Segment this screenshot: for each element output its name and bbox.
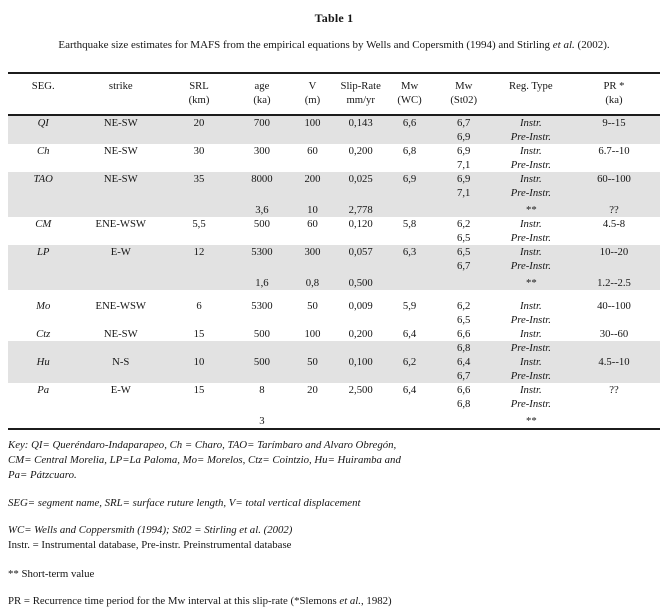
cell-age xyxy=(235,290,289,299)
cell-mw-wc xyxy=(385,273,433,290)
cell-seg xyxy=(8,290,78,299)
cell-v: 60 xyxy=(307,145,318,157)
cell-slip-rate xyxy=(336,290,386,299)
cell-srl: 12 xyxy=(163,245,235,259)
table-row xyxy=(8,245,660,259)
cell-mw-st02: 6,6 xyxy=(457,384,471,396)
table-row xyxy=(8,341,660,355)
cell-strike: NE-SW xyxy=(103,145,138,157)
table-row xyxy=(8,327,660,341)
cell-pr xyxy=(568,130,660,144)
column-header-srl: SRL (km) xyxy=(163,73,235,115)
column-header-age: age (ka) xyxy=(235,73,289,115)
cell-slip-rate xyxy=(336,231,386,245)
cell-seg: Hu xyxy=(8,355,78,369)
cell-mw-wc xyxy=(385,186,433,200)
cell-pr xyxy=(568,186,660,200)
cell-srl xyxy=(163,341,235,355)
cell-strike: ENE-WSW xyxy=(95,218,146,230)
cell-age: 300 xyxy=(253,145,270,157)
cell-srl: 35 xyxy=(163,172,235,186)
table-row xyxy=(8,172,660,186)
cell-srl xyxy=(163,313,235,327)
cell-strike xyxy=(78,369,163,383)
cell-seg xyxy=(8,273,78,290)
cell-age: 8000 xyxy=(235,172,289,186)
cell-pr: 10--20 xyxy=(568,245,660,259)
text: Pa= Pátzcuaro. xyxy=(8,469,77,481)
cell-reg-type: Pre-Instr. xyxy=(510,159,551,171)
table-row xyxy=(8,313,660,327)
table-row xyxy=(8,369,660,383)
table-row xyxy=(8,411,660,429)
cell-mw-st02: 6,9 xyxy=(457,145,471,157)
cell-srl xyxy=(163,200,235,217)
cell-srl xyxy=(163,369,235,383)
table-row xyxy=(8,217,660,231)
table-row xyxy=(8,158,660,172)
table-body xyxy=(8,115,660,429)
cell-strike: N-S xyxy=(78,355,163,369)
cell-pr: 9--15 xyxy=(568,115,660,130)
cell-mw-st02: 6,6 xyxy=(457,328,471,340)
cell-seg: LP xyxy=(8,245,78,259)
cell-slip-rate: 0,500 xyxy=(336,273,386,290)
cell-age: 1,6 xyxy=(235,273,289,290)
cell-reg-type: Pre-Instr. xyxy=(510,398,551,410)
cell-slip-rate xyxy=(336,341,386,355)
cell-slip-rate xyxy=(336,313,386,327)
text: Key: QI= Queréndaro-Indaparapeo, Ch = Charo, TAO= Tarímbaro and Alvaro Obregón, xyxy=(8,439,397,451)
cell-reg-type: Instr. xyxy=(519,328,542,340)
cell-reg-type: Pre-Instr. xyxy=(494,259,568,273)
text: , 1982) xyxy=(361,595,392,607)
cell-seg xyxy=(8,231,78,245)
cell-slip-rate xyxy=(336,186,386,200)
cell-reg-type: Instr. xyxy=(494,115,568,130)
cell-age: 8 xyxy=(259,384,265,396)
column-header-strike: strike xyxy=(78,73,163,115)
footnote-line xyxy=(8,438,660,453)
cell-v: 20 xyxy=(307,384,318,396)
cell-seg xyxy=(8,411,78,429)
cell-mw-wc xyxy=(385,158,433,172)
cell-strike xyxy=(78,397,163,411)
cell-slip-rate xyxy=(336,411,386,429)
cell-seg xyxy=(8,158,78,172)
column-header-v: V (m) xyxy=(289,73,336,115)
cell-reg-type: Pre-Instr. xyxy=(510,314,551,326)
cell-pr: 60--100 xyxy=(568,172,660,186)
cell-pr: ?? xyxy=(568,200,660,217)
cell-mw-st02: 6,7 xyxy=(434,369,494,383)
cell-seg: Ch xyxy=(36,145,50,157)
cell-age xyxy=(235,259,289,273)
table-row xyxy=(8,144,660,158)
footnote-line xyxy=(8,567,660,582)
cell-v xyxy=(289,411,336,429)
column-header-reg-type: Reg. Type xyxy=(494,73,568,115)
cell-age: 700 xyxy=(235,115,289,130)
cell-age xyxy=(235,397,289,411)
table-row xyxy=(8,231,660,245)
cell-strike: NE-SW xyxy=(103,328,138,340)
cell-reg-type: Pre-Instr. xyxy=(494,130,568,144)
cell-pr: 40--100 xyxy=(597,300,631,312)
cell-v: 100 xyxy=(304,328,321,340)
cell-seg xyxy=(8,200,78,217)
cell-strike xyxy=(78,130,163,144)
cell-strike xyxy=(78,273,163,290)
cell-pr: 1.2--2.5 xyxy=(568,273,660,290)
cell-pr: 4.5--10 xyxy=(568,355,660,369)
cell-mw-st02: 6,9 xyxy=(434,130,494,144)
text: SEG= segment name, SRL= surface ruture length, V= total vertical displacement xyxy=(8,497,361,509)
cell-mw-wc: 6,6 xyxy=(385,115,433,130)
cell-mw-wc: 6,9 xyxy=(385,172,433,186)
cell-age: 5300 xyxy=(235,245,289,259)
cell-srl xyxy=(163,259,235,273)
cell-seg: Mo xyxy=(36,300,51,312)
cell-strike: ENE-WSW xyxy=(95,300,146,312)
cell-mw-wc: 6,4 xyxy=(402,328,417,340)
cell-pr xyxy=(568,259,660,273)
cell-pr xyxy=(568,290,660,299)
footnote-line xyxy=(8,496,660,511)
cell-srl: 20 xyxy=(163,115,235,130)
cell-v: 300 xyxy=(289,245,336,259)
footnote-line xyxy=(8,453,660,468)
cell-strike: NE-SW xyxy=(78,115,163,130)
table-header xyxy=(8,73,660,115)
cell-reg-type: Instr. xyxy=(519,384,542,396)
cell-slip-rate: 2,500 xyxy=(348,384,373,396)
earthquake-estimates-table xyxy=(8,72,660,430)
cell-mw-wc xyxy=(385,290,433,299)
cell-age xyxy=(235,313,289,327)
cell-mw-st02: 6,5 xyxy=(434,245,494,259)
table-row xyxy=(8,200,660,217)
cell-mw-wc: 5,9 xyxy=(402,300,417,312)
cell-mw-st02: 6,2 xyxy=(457,218,471,230)
cell-mw-st02: 6,5 xyxy=(457,314,471,326)
cell-v xyxy=(289,313,336,327)
cell-slip-rate xyxy=(336,158,386,172)
cell-reg-type: Pre-Instr. xyxy=(494,341,568,355)
cell-seg xyxy=(8,369,78,383)
cell-reg-type: ** xyxy=(494,200,568,217)
cell-mw-wc: 6,8 xyxy=(402,145,417,157)
cell-strike: NE-SW xyxy=(78,172,163,186)
cell-mw-st02: 6,4 xyxy=(434,355,494,369)
cell-v: 0,8 xyxy=(289,273,336,290)
cell-reg-type: ** xyxy=(494,273,568,290)
cell-mw-st02 xyxy=(434,290,494,299)
cell-strike xyxy=(78,186,163,200)
cell-seg xyxy=(8,313,78,327)
footnote-line xyxy=(8,538,660,553)
cell-age xyxy=(235,186,289,200)
cell-mw-wc: 6,2 xyxy=(385,355,433,369)
cell-mw-wc xyxy=(385,259,433,273)
cell-mw-st02: 6,8 xyxy=(457,398,471,410)
cell-slip-rate xyxy=(336,130,386,144)
cell-mw-st02: 7,1 xyxy=(434,186,494,200)
cell-slip-rate: 0,143 xyxy=(336,115,386,130)
cell-v xyxy=(289,290,336,299)
cell-slip-rate xyxy=(336,259,386,273)
cell-age xyxy=(235,130,289,144)
cell-seg xyxy=(8,341,78,355)
cell-age xyxy=(235,341,289,355)
cell-seg xyxy=(8,397,78,411)
italic-text: et al. xyxy=(339,595,362,607)
cell-mw-st02 xyxy=(434,273,494,290)
cell-srl: 5,5 xyxy=(192,218,206,230)
cell-slip-rate: 0,057 xyxy=(336,245,386,259)
cell-v: 10 xyxy=(289,200,336,217)
column-header-seg: SEG. xyxy=(8,73,78,115)
cell-seg xyxy=(8,259,78,273)
cell-srl xyxy=(163,231,235,245)
cell-mw-st02: 7,1 xyxy=(457,159,471,171)
cell-mw-st02: 6,7 xyxy=(434,259,494,273)
footnote-line xyxy=(8,468,660,483)
cell-age: 5300 xyxy=(251,300,273,312)
cell-seg xyxy=(8,130,78,144)
cell-srl xyxy=(163,397,235,411)
cell-seg: TAO xyxy=(8,172,78,186)
table-title: Table 1 xyxy=(314,11,354,25)
footnotes-section xyxy=(8,438,660,609)
cell-age xyxy=(235,369,289,383)
cell-strike xyxy=(78,231,163,245)
cell-mw-st02: 6,9 xyxy=(434,172,494,186)
cell-v: 200 xyxy=(289,172,336,186)
cell-pr xyxy=(568,369,660,383)
cell-mw-wc xyxy=(385,231,433,245)
cell-slip-rate: 0,100 xyxy=(336,355,386,369)
table-row xyxy=(8,355,660,369)
cell-v: 100 xyxy=(289,115,336,130)
cell-srl: 10 xyxy=(163,355,235,369)
cell-pr: 6.7--10 xyxy=(598,145,630,157)
cell-strike xyxy=(78,259,163,273)
cell-strike xyxy=(78,290,163,299)
cell-seg: CM xyxy=(35,218,52,230)
cell-pr: 30--60 xyxy=(599,328,629,340)
cell-seg xyxy=(8,186,78,200)
cell-strike xyxy=(78,411,163,429)
cell-srl xyxy=(163,290,235,299)
table-caption xyxy=(8,39,660,51)
cell-mw-st02: 6,7 xyxy=(434,115,494,130)
cell-reg-type: Instr. xyxy=(494,172,568,186)
cell-v xyxy=(289,130,336,144)
cell-srl xyxy=(163,411,235,429)
text: Instr. = Instrumental database, Pre-instr. Preinstrumental database xyxy=(8,539,292,551)
cell-srl xyxy=(163,158,235,172)
cell-strike: E-W xyxy=(78,245,163,259)
cell-mw-wc xyxy=(385,313,433,327)
table-row xyxy=(8,397,660,411)
cell-reg-type: Instr. xyxy=(519,218,542,230)
table-row xyxy=(8,115,660,130)
cell-mw-wc xyxy=(385,411,433,429)
text: CM= Central Morelia, LP=La Paloma, Mo= Morelos, Ctz= Cointzio, Hu= Huiramba and xyxy=(8,454,401,466)
text: PR = Recurrence time period for the Mw interval at this slip-rate (*Slemons xyxy=(8,595,340,607)
cell-v: 50 xyxy=(307,300,318,312)
cell-srl: 15 xyxy=(193,384,205,396)
spacer-row xyxy=(8,290,660,299)
cell-strike xyxy=(78,158,163,172)
cell-reg-type: Pre-Instr. xyxy=(510,232,551,244)
cell-slip-rate: 0,200 xyxy=(348,145,373,157)
column-header-pr: PR * (ka) xyxy=(568,73,660,115)
cell-reg-type: Instr. xyxy=(519,145,542,157)
cell-strike xyxy=(78,313,163,327)
cell-slip-rate xyxy=(336,397,386,411)
cell-pr xyxy=(568,231,660,245)
cell-pr xyxy=(568,158,660,172)
cell-v xyxy=(289,369,336,383)
cell-v xyxy=(289,341,336,355)
cell-slip-rate: 0,120 xyxy=(348,218,373,230)
cell-srl xyxy=(163,273,235,290)
cell-strike xyxy=(78,200,163,217)
cell-mw-wc: 6,4 xyxy=(402,384,417,396)
cell-reg-type: ** xyxy=(525,415,537,427)
cell-srl: 6 xyxy=(196,300,202,312)
cell-v: 50 xyxy=(289,355,336,369)
cell-slip-rate: 0,025 xyxy=(336,172,386,186)
footnote-line xyxy=(8,594,660,609)
cell-mw-wc: 6,3 xyxy=(385,245,433,259)
cell-pr xyxy=(568,313,660,327)
text: ** Short-term value xyxy=(8,568,95,580)
table-row xyxy=(8,299,660,313)
cell-pr xyxy=(568,397,660,411)
text: (2002). xyxy=(574,39,610,51)
table-row xyxy=(8,259,660,273)
text: WC= Wells and Coppersmith (1994); St02 = Stirling et al. (2002) xyxy=(8,524,293,536)
column-header-slip-rate: Slip-Rate mm/yr xyxy=(336,73,386,115)
cell-strike xyxy=(78,341,163,355)
cell-srl xyxy=(163,186,235,200)
table-row xyxy=(8,130,660,144)
cell-v xyxy=(289,158,336,172)
cell-mw-st02: 6,5 xyxy=(457,232,471,244)
cell-mw-st02: 6,2 xyxy=(457,300,471,312)
cell-reg-type: Instr. xyxy=(494,245,568,259)
cell-age: 3 xyxy=(259,415,265,427)
cell-seg: Ctz xyxy=(36,328,51,340)
cell-reg-type: Pre-Instr. xyxy=(494,186,568,200)
column-header-mw-wc: Mw (WC) xyxy=(385,73,433,115)
cell-mw-wc xyxy=(385,341,433,355)
cell-pr: ?? xyxy=(609,384,619,396)
cell-v xyxy=(289,397,336,411)
table-row xyxy=(8,383,660,397)
cell-pr xyxy=(568,411,660,429)
cell-v xyxy=(289,231,336,245)
cell-seg: Pa xyxy=(37,384,50,396)
cell-reg-type: Instr. xyxy=(494,355,568,369)
cell-mw-st02 xyxy=(434,411,494,429)
cell-mw-wc xyxy=(385,397,433,411)
cell-v: 60 xyxy=(307,218,318,230)
column-header-mw-st02: Mw (St02) xyxy=(434,73,494,115)
cell-age: 3,6 xyxy=(235,200,289,217)
cell-seg: QI xyxy=(8,115,78,130)
cell-srl xyxy=(163,130,235,144)
cell-mw-wc xyxy=(385,130,433,144)
table-row xyxy=(8,273,660,290)
cell-pr xyxy=(568,341,660,355)
cell-reg-type: Pre-Instr. xyxy=(494,369,568,383)
cell-age xyxy=(235,158,289,172)
cell-age: 500 xyxy=(235,355,289,369)
cell-age xyxy=(235,231,289,245)
cell-reg-type xyxy=(494,290,568,299)
cell-mw-wc: 5,8 xyxy=(402,218,417,230)
cell-pr: 4.5-8 xyxy=(602,218,626,230)
cell-slip-rate: 2,778 xyxy=(336,200,386,217)
table-row xyxy=(8,186,660,200)
cell-v xyxy=(289,186,336,200)
text: Earthquake size estimates for MAFS from the empirical equations by Wells and Copersmith (1994) and Stirling xyxy=(58,39,553,51)
header-row xyxy=(8,73,660,115)
cell-slip-rate xyxy=(336,369,386,383)
cell-mw-wc xyxy=(385,200,433,217)
cell-slip-rate: 0,200 xyxy=(348,328,373,340)
cell-mw-wc xyxy=(385,369,433,383)
cell-srl: 30 xyxy=(193,145,205,157)
cell-age: 500 xyxy=(253,218,270,230)
footnote-line xyxy=(8,523,660,538)
cell-mw-st02: 6,8 xyxy=(434,341,494,355)
cell-v xyxy=(289,259,336,273)
cell-strike: E-W xyxy=(110,384,131,396)
italic-text: et al. xyxy=(552,39,575,51)
cell-srl: 15 xyxy=(193,328,205,340)
cell-mw-st02 xyxy=(434,200,494,217)
cell-slip-rate: 0,009 xyxy=(348,300,373,312)
cell-age: 500 xyxy=(253,328,270,340)
cell-reg-type: Instr. xyxy=(519,300,542,312)
